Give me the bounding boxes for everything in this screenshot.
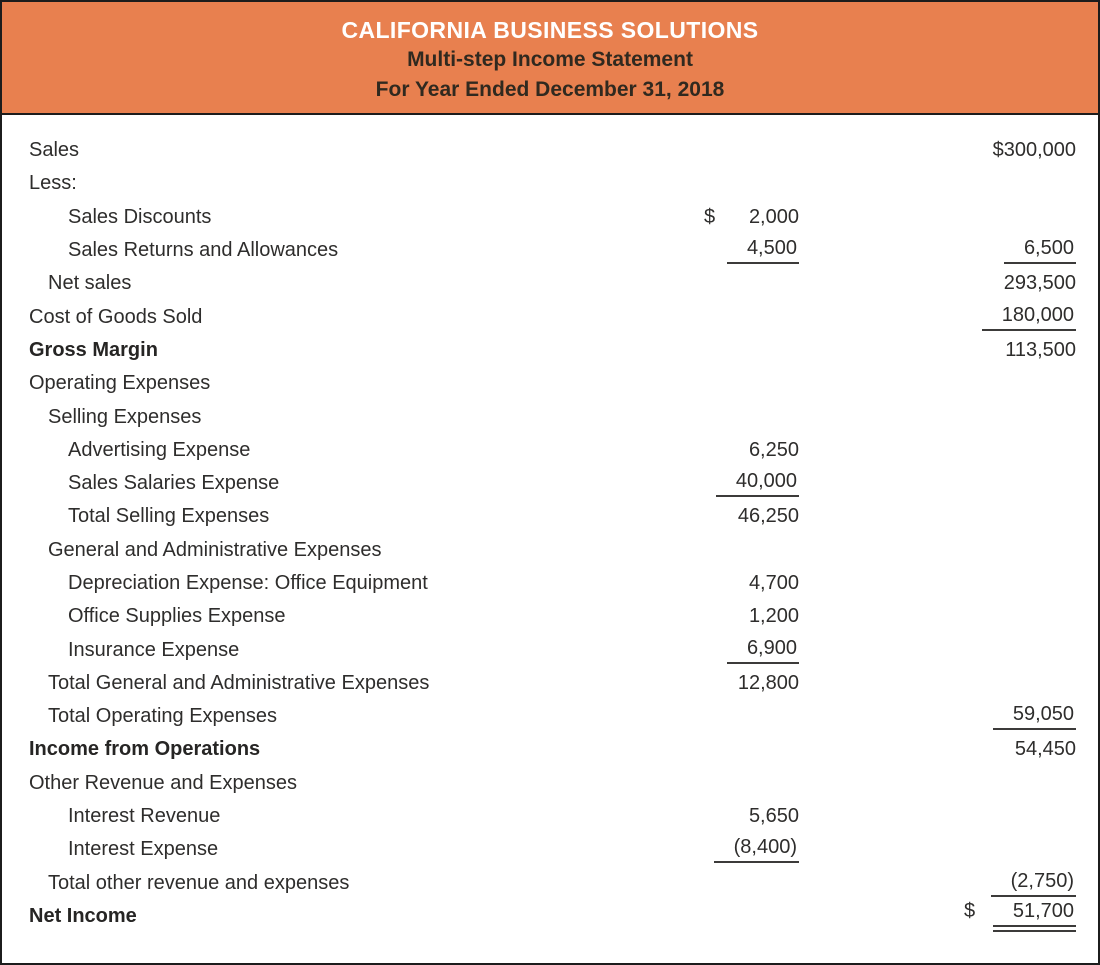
amount-right <box>964 339 1076 362</box>
statement-row <box>2 201 1076 234</box>
amount-mid <box>704 605 799 628</box>
amount-value: 5,650 <box>748 805 799 828</box>
amount-value: 2,000 <box>748 205 799 228</box>
row-label: Sales <box>29 139 80 162</box>
row-label: General and Administrative Expenses <box>48 538 382 561</box>
row-label: Total Operating Expenses <box>48 705 278 728</box>
statement-row <box>2 567 1076 600</box>
row-label: Selling Expenses <box>48 405 202 428</box>
row-label: Sales Returns and Allowances <box>68 239 339 262</box>
amount-value: 51,700 <box>993 900 1076 932</box>
statement-row <box>2 633 1076 666</box>
statement-row <box>2 800 1076 833</box>
amount-value: 6,500 <box>1004 237 1076 264</box>
statement-row <box>2 234 1076 267</box>
row-label: Insurance Expense <box>68 638 240 661</box>
amount-right <box>964 272 1076 295</box>
currency-symbol: $ <box>964 900 976 923</box>
row-label: Interest Expense <box>68 838 219 861</box>
statement-row <box>2 134 1076 167</box>
amount-value: (8,400) <box>714 836 799 863</box>
row-label: Total other revenue and expenses <box>48 871 350 894</box>
row-label: Operating Expenses <box>29 372 211 395</box>
row-label: Total General and Administrative Expenses <box>48 671 430 694</box>
amount-right <box>964 900 1076 932</box>
company-name: CALIFORNIA BUSINESS SOLUTIONS <box>341 17 759 43</box>
amount-value: 113,500 <box>1005 338 1076 361</box>
row-label: Office Supplies Expense <box>68 605 286 628</box>
row-label: Less: <box>29 172 77 195</box>
row-label: Other Revenue and Expenses <box>29 771 297 794</box>
amount-right <box>964 703 1076 730</box>
amount-value: 1,200 <box>748 605 799 628</box>
amount-value: 180,000 <box>982 304 1076 331</box>
amount-right <box>964 738 1076 761</box>
statement-row <box>2 467 1076 500</box>
amount-value: 293,500 <box>1003 272 1076 295</box>
statement-row <box>2 300 1076 333</box>
statement-row <box>2 400 1076 433</box>
row-label: Cost of Goods Sold <box>29 305 203 328</box>
amount-mid <box>704 572 799 595</box>
statement-title: Multi-step Income Statement <box>407 48 693 71</box>
statement-row <box>2 700 1076 733</box>
row-label: Interest Revenue <box>68 805 221 828</box>
statement-row <box>2 434 1076 467</box>
amount-mid <box>704 836 799 863</box>
statement-header <box>2 2 1098 115</box>
amount-right <box>964 237 1076 264</box>
statement-row <box>2 267 1076 300</box>
statement-row <box>2 534 1076 567</box>
statement-row <box>2 733 1076 766</box>
amount-value: 12,800 <box>737 671 799 694</box>
statement-row <box>2 367 1076 400</box>
amount-value: 40,000 <box>716 470 799 497</box>
amount-right <box>964 139 1076 162</box>
row-label: Sales Salaries Expense <box>68 472 280 495</box>
amount-value: 59,050 <box>993 703 1076 730</box>
statement-row <box>2 500 1076 533</box>
statement-row <box>2 767 1076 800</box>
amount-value: 54,450 <box>1014 738 1076 761</box>
row-label: Income from Operations <box>29 738 261 761</box>
row-label: Net Income <box>29 904 137 927</box>
amount-value: $300,000 <box>992 139 1076 162</box>
amount-mid <box>704 470 799 497</box>
amount-mid <box>704 237 799 264</box>
statement-row <box>2 334 1076 367</box>
amount-mid <box>704 439 799 462</box>
statement-period: For Year Ended December 31, 2018 <box>375 78 725 101</box>
amount-right <box>964 870 1076 897</box>
amount-value: 4,700 <box>748 572 799 594</box>
amount-value: 4,500 <box>727 237 799 264</box>
statement-body <box>2 115 1098 933</box>
amount-mid <box>704 637 799 664</box>
statement-row <box>2 667 1076 700</box>
statement-row <box>2 867 1076 900</box>
amount-mid <box>704 672 799 695</box>
statement-row <box>2 600 1076 633</box>
row-label: Total Selling Expenses <box>68 505 270 528</box>
currency-symbol: $ <box>704 205 716 228</box>
row-label: Gross Margin <box>29 338 158 361</box>
statement-row <box>2 900 1076 933</box>
row-label: Sales Discounts <box>68 205 212 228</box>
amount-mid <box>704 505 799 528</box>
amount-mid <box>704 805 799 828</box>
row-label: Depreciation Expense: Office Equipment <box>68 572 428 594</box>
amount-value: 46,250 <box>737 505 799 528</box>
amount-value: 6,900 <box>727 637 799 664</box>
amount-value: 6,250 <box>748 438 799 461</box>
statement-row <box>2 833 1076 866</box>
row-label: Advertising Expense <box>68 438 251 461</box>
amount-value: (2,750) <box>991 870 1076 897</box>
statement-row <box>2 167 1076 200</box>
amount-mid <box>704 206 799 229</box>
amount-right <box>964 304 1076 331</box>
row-label: Net sales <box>48 272 132 295</box>
